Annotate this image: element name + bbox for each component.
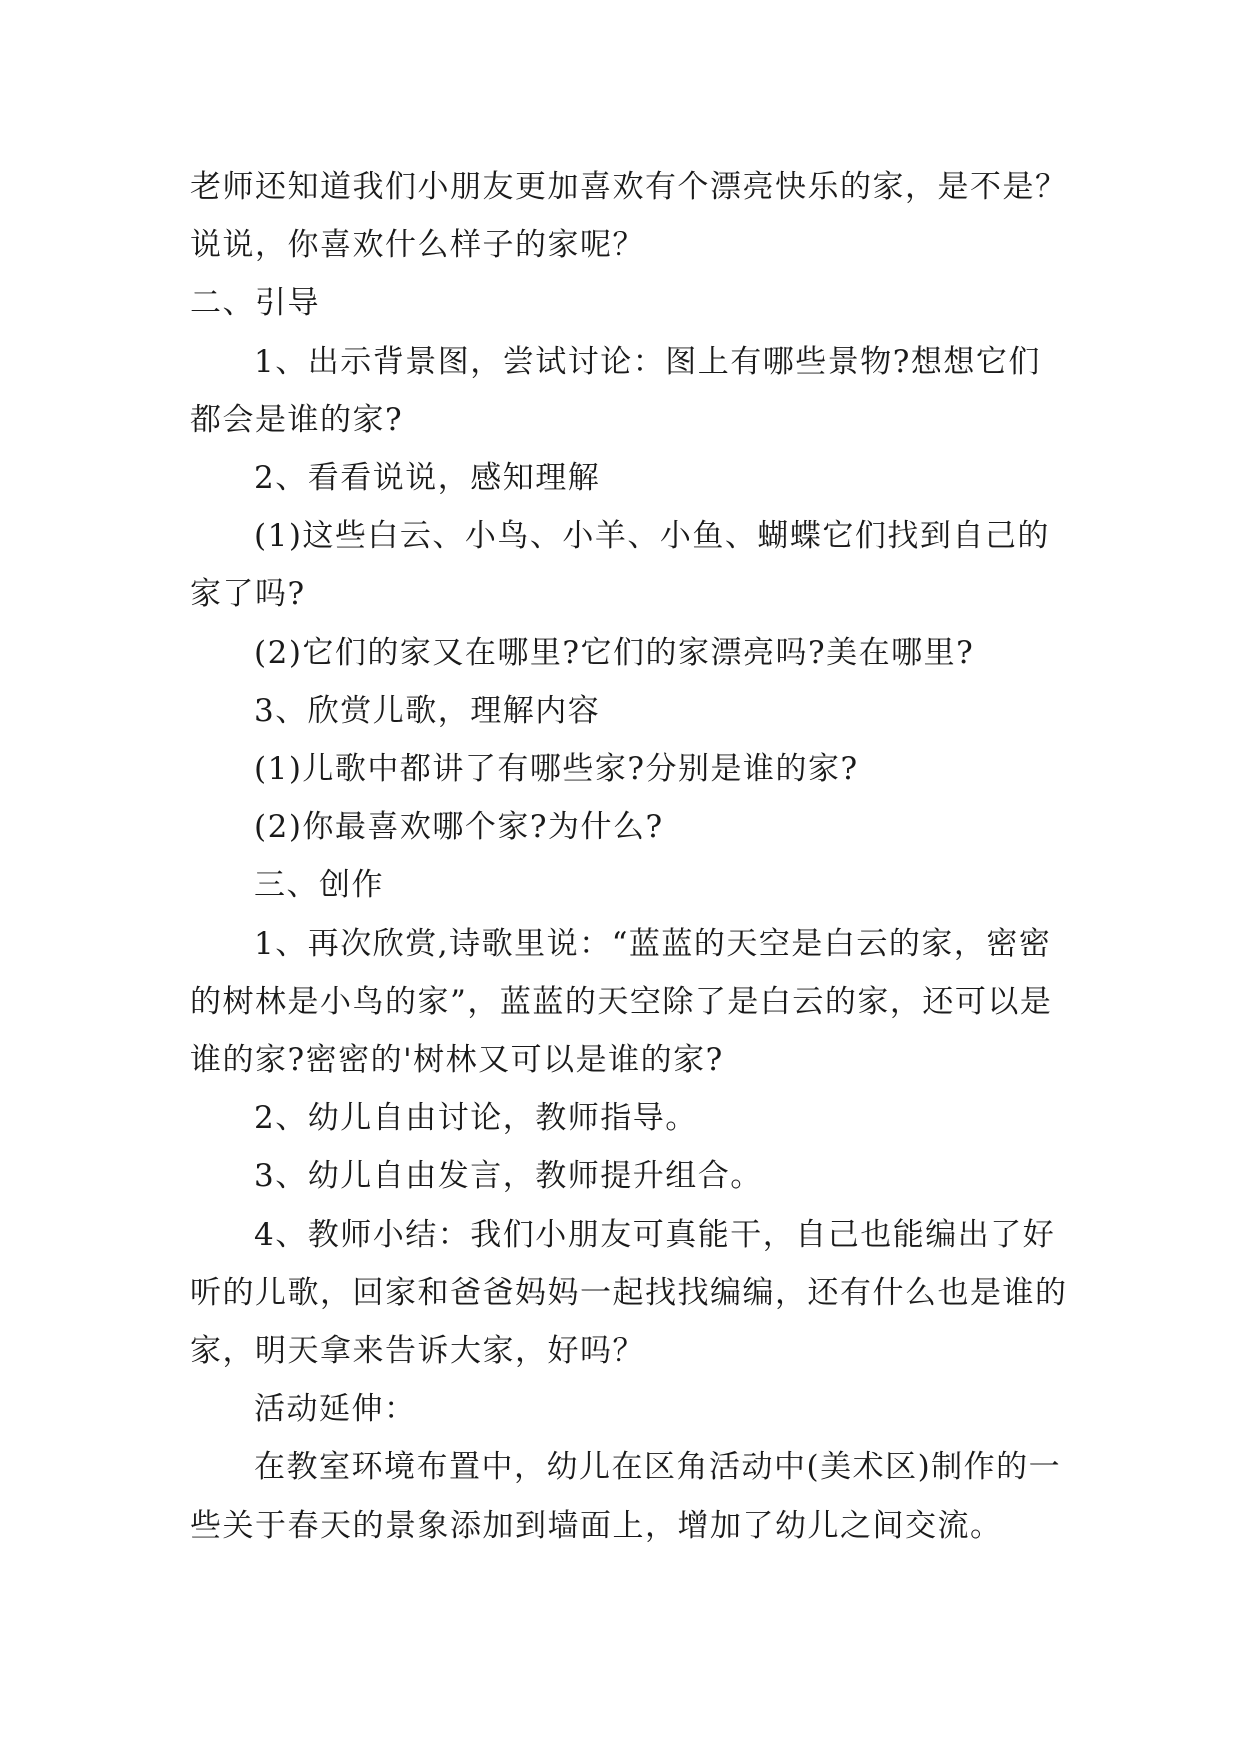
paragraph-step-3: 3、欣赏儿歌，理解内容: [254, 692, 601, 729]
paragraph-step-2-q1: (1)这些白云、小鸟、小羊、小鱼、蝴蝶它们找到自己的家了吗?: [190, 518, 1050, 613]
paragraph-step-3-q1: (1)儿歌中都讲了有哪些家?分别是谁的家?: [254, 751, 859, 788]
paragraph-create-2: 2、幼儿自由讨论，教师指导。: [254, 1100, 698, 1137]
section-heading-extension: 活动延伸：: [254, 1391, 417, 1428]
paragraph-create-3: 3、幼儿自由发言，教师提升组合。: [254, 1158, 763, 1195]
paragraph-create-4: 4、教师小结：我们小朋友可真能干，自己也能编出了好听的儿歌，回家和爸爸妈妈一起找找编编，还有什么也是谁的家，明天拿来告诉大家，好吗？: [190, 1216, 1068, 1370]
paragraph-step-3-q2: (2)你最喜欢哪个家?为什么?: [254, 809, 664, 846]
section-heading-create: 三、创作: [254, 867, 384, 904]
paragraph-step-2: 2、看看说说，感知理解: [254, 460, 601, 497]
paragraph-create-1: 1、再次欣赏,诗歌里说：“蓝蓝的天空是白云的家，密密的树林是小鸟的家”，蓝蓝的天空除了是白云的家，还可以是谁的家?密密的'树林又可以是谁的家?: [190, 925, 1053, 1079]
document-body: [190, 158, 1070, 1555]
paragraph-extension: 在教室环境布置中，幼儿在区角活动中(美术区)制作的一些关于春天的景象添加到墙面上，增加了幼儿之间交流。: [190, 1449, 1062, 1544]
paragraph-step-2-q2: (2)它们的家又在哪里?它们的家漂亮吗?美在哪里?: [254, 634, 975, 671]
paragraph-intro: 老师还知道我们小朋友更加喜欢有个漂亮快乐的家，是不是？说说，你喜欢什么样子的家呢？: [190, 169, 1068, 264]
section-heading-guide: 二、引导: [190, 285, 320, 322]
paragraph-step-1: 1、出示背景图，尝试讨论：图上有哪些景物?想想它们都会是谁的家?: [190, 343, 1041, 438]
